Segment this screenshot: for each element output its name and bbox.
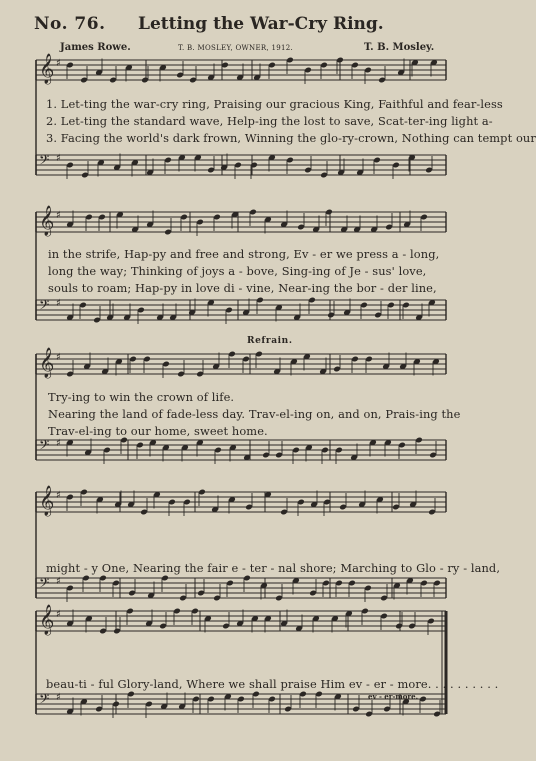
lyric-line: long the way; Thinking of joys a - bove, Sing-ing of Je - sus' love, <box>48 264 427 278</box>
staff <box>36 212 446 232</box>
hymn-title: Letting the War-Cry Ring. <box>138 14 384 34</box>
lyric-line: might - y One, Nearing the fair e - ter - nal shore; Marching to Glo - ry - land, <box>46 561 501 575</box>
lyric-line: 1. Let-ting the war-cry ring, Praising our gracious King, Faithful and fear-less <box>46 97 503 111</box>
sharp-icon: ♯ <box>56 210 61 221</box>
refrain-label: Refrain. <box>247 336 293 346</box>
sharp-icon: ♯ <box>56 576 61 587</box>
lyric-line: Nearing the land of fade-less day. Trav-el-ing on, and on, Prais-ing the <box>48 407 461 421</box>
treble-clef-icon: 𝄞 <box>39 206 55 236</box>
sharp-icon: ♯ <box>56 352 61 363</box>
lyric-line: in the strife, Hap-py and free and strong, Ev - er we press a - long, <box>48 247 440 261</box>
sharp-icon: ♯ <box>56 58 61 69</box>
lyric-line: Try-ing to win the crown of life. <box>48 390 235 404</box>
treble-clef-icon: 𝄞 <box>39 348 55 378</box>
sharp-icon: ♯ <box>56 692 61 703</box>
sharp-icon: ♯ <box>56 153 61 164</box>
bass-clef-icon: 𝄢 <box>39 297 50 316</box>
sharp-icon: ♯ <box>56 609 61 620</box>
staff <box>36 300 446 320</box>
bass-clef-icon: 𝄢 <box>39 152 50 171</box>
staff <box>36 578 446 598</box>
bass-clef-icon: 𝄢 <box>39 437 50 456</box>
bass-clef-icon: 𝄢 <box>39 691 50 710</box>
lyric-line: souls to roam; Hap-py in love di - vine, Near-ing the bor - der line, <box>48 281 437 295</box>
copyright-notice: T. B. MOSLEY, OWNER, 1912. <box>178 44 294 52</box>
lyricist-credit: James Rowe. <box>60 42 131 53</box>
lyric-line: 2. Let-ting the standard wave, Help-ing the lost to save, Scat-ter-ing light a- <box>46 114 493 128</box>
staff <box>36 354 446 374</box>
treble-clef-icon: 𝄞 <box>39 54 55 84</box>
staff <box>36 440 446 460</box>
treble-clef-icon: 𝄞 <box>39 605 55 635</box>
sharp-icon: ♯ <box>56 298 61 309</box>
sharp-icon: ♯ <box>56 438 61 449</box>
treble-clef-icon: 𝄞 <box>39 486 55 516</box>
composer-credit: T. B. Mosley. <box>364 42 435 53</box>
staff <box>36 492 446 512</box>
bass-clef-icon: 𝄢 <box>39 575 50 594</box>
lyric-line: beau-ti - ful Glory-land, Where we shall praise Him ev - er - more. . . . . . . . . . <box>46 677 499 691</box>
lyric-line: 3. Facing the world's dark frown, Winning the glo-ry-crown, Nothing can tempt our <box>46 131 536 145</box>
sharp-icon: ♯ <box>56 490 61 501</box>
echo-text: ev - er-more. <box>368 692 419 701</box>
hymn-number: No. 76. <box>34 14 106 34</box>
lyric-line: Trav-el-ing to our home, sweet home. <box>48 424 268 438</box>
